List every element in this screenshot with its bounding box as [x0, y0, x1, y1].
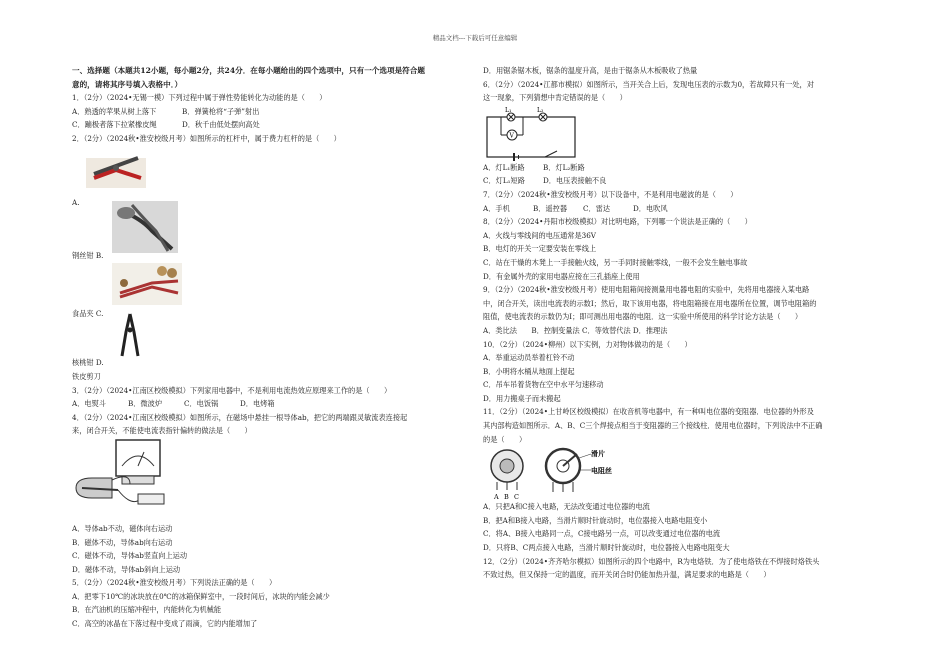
q11-stem-line3: 的是（ ） — [483, 434, 527, 444]
voltmeter-label: V — [509, 132, 514, 140]
galvanometer-apparatus-image — [72, 438, 182, 522]
q7-option-b: B．遥控器 — [533, 203, 568, 213]
q8-stem: 8．（2分）（2024•丹阳市校级模拟）对比明电路，下列哪一个说法是正确的（ ） — [483, 217, 752, 227]
slider-label: 滑片 — [591, 449, 605, 459]
q1-option-a: A．熟透的苹果从树上落下 — [72, 106, 157, 116]
q1-option-c: C．蹦极者落下拉紧橡皮绳 — [72, 120, 157, 130]
q4-option-a: A．导体ab不动，磁体向右运动 — [72, 523, 173, 533]
resistance-wire-label: 电阻丝 — [591, 466, 612, 476]
q9-options: A．类比法 B．控制变量法 C．等效替代法 D．推理法 — [483, 325, 668, 335]
page-header: 精品文档---下载后可任意编辑 — [432, 34, 518, 42]
q5-stem: 5．（2分）（2024秋•淮安校级月考）下列说法正确的是（ ） — [72, 578, 277, 588]
pliers-image — [86, 148, 146, 190]
q7-option-a: A．手机 — [483, 203, 510, 213]
q7-options — [483, 202, 873, 216]
q6-option-a: A．灯L₁断路 — [483, 162, 525, 172]
q4-stem-line1: 4．（2分）（2024•江南区校级模拟）如图所示，在磁场中悬挂一根导体ab，把它的两端跟灵敏流表连接起 — [72, 412, 408, 422]
terminal-b-label: B — [504, 493, 509, 501]
left-column — [72, 64, 462, 631]
q4-option-b: B．磁体不动，导体ab向右运动 — [72, 537, 173, 547]
q6-options-ab — [483, 161, 873, 175]
q3-option-a: A．电熨斗 — [72, 399, 106, 409]
q4-figure — [72, 438, 462, 522]
q3-option-b: B．微波炉 — [128, 399, 163, 409]
q4-option-d: D．磁体不动，导体ab斜向上运动 — [72, 564, 181, 574]
q7-option-d: D．电吹风 — [633, 203, 668, 213]
q1-options-ab — [72, 105, 462, 119]
q8-option-b: B．电灯的开关一定要安装在零线上 — [483, 244, 597, 254]
q5-option-c: C．高空的冰晶在下落过程中变成了雨滴，它的内能增加了 — [72, 619, 258, 629]
terminal-c-label: C — [514, 493, 519, 501]
q11-option-d: D．只将B、C两点接入电路，当滑片顺时针旋动时，电位器接入电路电阻变大 — [483, 543, 730, 553]
q2-figure-c — [72, 263, 462, 307]
q9-stem-line1: 9．（2分）（2024秋•淮安校级月考）使用电阻箱间接测量用电器电阻的实验中，先将用电器接入某电路 — [483, 285, 810, 295]
q3-option-d: D．电烤箱 — [240, 399, 275, 409]
q8-option-a: A．火线与零线间的电压通常是36V — [483, 230, 596, 240]
q8-option-d: D．有金属外壳的家用电器应接在三孔插座上使用 — [483, 271, 640, 281]
section-title-line2: 意的，请将其序号填入表格中．） — [72, 79, 183, 89]
circuit-diagram — [483, 107, 583, 163]
q1-option-b: B．弹簧枪将“子弹”射出 — [182, 106, 260, 116]
q6-circuit-diagram — [483, 105, 873, 161]
q5-option-d: D．用锯条锯木板，锯条的温度升高，是由于锯条从木板吸收了热量 — [483, 66, 698, 75]
q12-stem-line2: 不致过热，但又保持一定的温度，而开关闭合时仍能加热升温，满足要求的电路是（ ） — [483, 570, 771, 580]
q2-figure-b — [72, 209, 462, 249]
q5-option-b: B．在汽油机的压缩冲程中，内能转化为机械能 — [72, 605, 222, 615]
q11-option-c: C．将A、B接入电路同一点，C接电路另一点，可以改变通过电位器的电流 — [483, 529, 721, 539]
q2-option-b: 钢丝钳 B. — [72, 251, 104, 261]
q4-option-c: C．磁体不动，导体ab竖直向上运动 — [72, 551, 188, 561]
q12-stem-line1: 12．（2分）（2024•齐齐哈尔模拟）如图所示的四个电路中，R为电烙铁．为了使电烙铁在不焊接时烙铁头 — [483, 556, 820, 566]
q4-stem-line2: 来，闭合开关，不能使电流表指针偏转的做法是（ ） — [72, 426, 252, 436]
q10-option-c: C．吊车吊着货物在空中水平匀速移动 — [483, 380, 604, 390]
q11-option-b: B．把A和B接入电路，当滑片顺时针旋动时，电位器接入电路电阻变小 — [483, 515, 708, 525]
tin-snips-image — [116, 312, 144, 358]
q2-option-c: 食品夹 C. — [72, 308, 104, 318]
right-column — [483, 64, 873, 582]
lamp-l1-label: L₁ — [505, 106, 512, 114]
q3-option-c: C．电饭锅 — [184, 399, 219, 409]
q10-option-d: D．用力搬桌子而未搬起 — [483, 393, 561, 403]
nutcracker-image — [112, 263, 182, 305]
q11-potentiometer-figure — [483, 446, 873, 500]
q11-stem-line2: 其内部构造如图所示．A、B、C三个焊接点相当于变阻器的三个接线柱．使用电位器时，下列说法中不正确 — [483, 421, 823, 431]
q11-option-a: A．只把A和C接入电路，无法改变通过电位器的电流 — [483, 502, 650, 512]
q2-option-d-line2: 铁皮剪刀 — [72, 371, 101, 381]
q9-stem-line3: 阻值，使电流表的示数仍为I；即可测出用电器的电阻．这一实验中所使用的科学讨论方法是（ ） — [483, 312, 803, 322]
tongs-image — [112, 201, 178, 253]
q9-stem-line2: 中，闭合开关，读出电流表的示数I；然后，取下该用电器，将电阻箱接在用电器所在位置，调节电阻箱的 — [483, 298, 817, 308]
potentiometer-image — [483, 446, 633, 500]
q3-stem: 3．（2分）（2024•江南区校级模拟）下列家用电器中，不是利用电流热效应原理来工作的是（ ） — [72, 385, 392, 395]
q6-options-cd — [483, 174, 873, 188]
q11-stem-line1: 11．（2分）（2024•上甘岭区校级模拟）在收音机等电器中，有一种叫电位器的变阻器．电位器的外形及 — [483, 407, 814, 417]
q2-figure-a — [72, 146, 462, 196]
q2-option-d-line1: 核桃钳 D. — [72, 358, 104, 368]
q6-option-c: C．灯L₁短路 — [483, 176, 525, 186]
q6-stem-line1: 6．（2分）（2024•江都市模拟）如图所示，当开关合上后，发现电压表的示数为0，若故障只有一处，对 — [483, 79, 814, 89]
q6-option-b: B．灯L₂断路 — [543, 162, 585, 172]
section-title-line1: 一、选择题（本题共12小题，每小题2分，共24分．在每小题给出的四个选项中，只有一个选项是符合题 — [72, 66, 425, 75]
q1-options-cd — [72, 118, 462, 132]
q6-stem-line2: 这一现象，下列猜想中肯定错误的是（ ） — [483, 93, 627, 103]
q2-option-a: A. — [72, 197, 80, 207]
q10-stem: 10．（2分）（2024•柳州）以下实例，力对物体做功的是（ ） — [483, 339, 692, 349]
q10-option-a: A．举重运动员举着杠铃不动 — [483, 353, 575, 363]
terminal-a-label: A — [494, 493, 499, 501]
q1-option-d: D．秋千由低处摆向高处 — [182, 120, 260, 130]
q10-option-b: B．小明将水桶从地面上提起 — [483, 366, 575, 376]
q1-stem: 1．（2分）（2024•无锡一模）下列过程中属于弹性势能转化为动能的是（ ） — [72, 93, 327, 103]
lamp-l2-label: L₂ — [537, 106, 544, 114]
q6-option-d: D．电压表接触不良 — [543, 176, 607, 186]
q8-option-c: C．站在干燥的木凳上一手接触火线，另一手同时接触零线，一般不会发生触电事故 — [483, 257, 748, 267]
q7-option-c: C．雷达 — [583, 203, 611, 213]
q2-stem: 2．（2分）（2024秋•淮安校级月考）如图所示的杠杆中，属于费力杠杆的是（ ） — [72, 133, 341, 143]
q7-stem: 7．（2分）（2024秋•淮安校级月考）以下设备中，不是利用电磁波的是（ ） — [483, 189, 738, 199]
q5-option-a: A．把零下10℃的冰块放在0℃的冰箱保鲜室中，一段时间后，冰块的内能会减少 — [72, 591, 330, 601]
q2-figure-d — [72, 320, 462, 356]
q3-options — [72, 397, 462, 411]
